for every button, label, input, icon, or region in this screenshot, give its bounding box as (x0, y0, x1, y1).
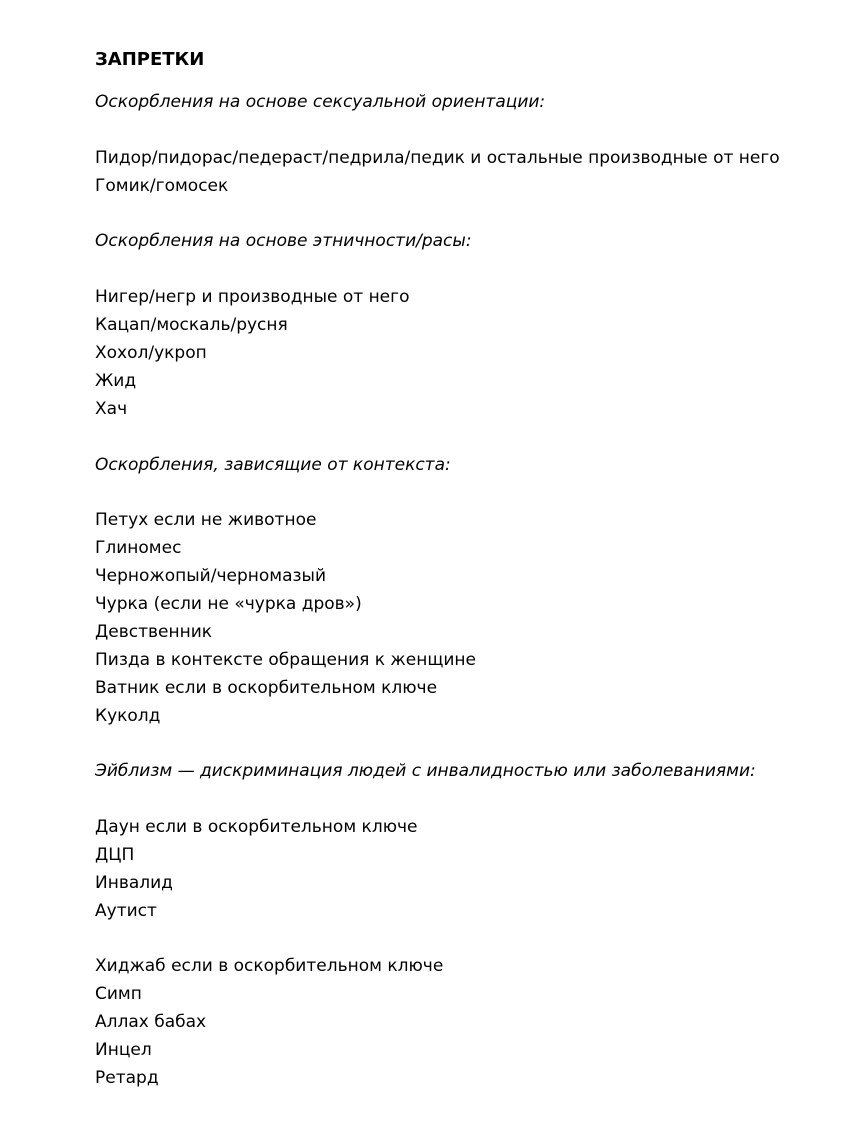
list-item: Гомик/гомосек (95, 176, 229, 196)
section-heading: Оскорбления на основе сексуальной ориентации: (95, 92, 546, 112)
section-heading: Эйблизм — дискриминация людей с инвалидностью или заболеваниями: (95, 761, 756, 781)
list-item: Хиджаб если в оскорбительном ключе (95, 956, 444, 976)
list-item: Кацап/москаль/русня (95, 315, 288, 335)
list-item: Черножопый/черномазый (95, 566, 327, 586)
list-item: Ретард (95, 1068, 159, 1088)
list-item: Хач (95, 399, 128, 419)
list-item: Ватник если в оскорбительном ключе (95, 678, 438, 698)
list-item: Жид (95, 371, 137, 391)
list-item: Девственник (95, 622, 213, 642)
list-item: ДЦП (95, 845, 135, 865)
list-item: Хохол/укроп (95, 343, 207, 363)
list-item: Глиномес (95, 538, 182, 558)
list-item: Пидор/пидорас/педераст/педрила/педик и остальные производные от него (95, 148, 780, 168)
list-item: Петух если не животное (95, 510, 317, 530)
list-item: Куколд (95, 706, 161, 726)
list-item: Аутист (95, 901, 157, 921)
section-heading: Оскорбления на основе этничности/расы: (95, 231, 472, 251)
document-title: ЗАПРЕТКИ (95, 49, 205, 70)
list-item: Пизда в контексте обращения к женщине (95, 650, 476, 670)
list-item: Аллах бабах (95, 1012, 207, 1032)
list-item: Симп (95, 984, 142, 1004)
section-heading: Оскорбления, зависящие от контекста: (95, 455, 451, 475)
list-item: Инцел (95, 1040, 152, 1060)
list-item: Инвалид (95, 873, 173, 893)
list-item: Нигер/негр и производные от него (95, 287, 410, 307)
list-item: Чурка (если не «чурка дров») (95, 594, 362, 614)
list-item: Даун если в оскорбительном ключе (95, 817, 418, 837)
